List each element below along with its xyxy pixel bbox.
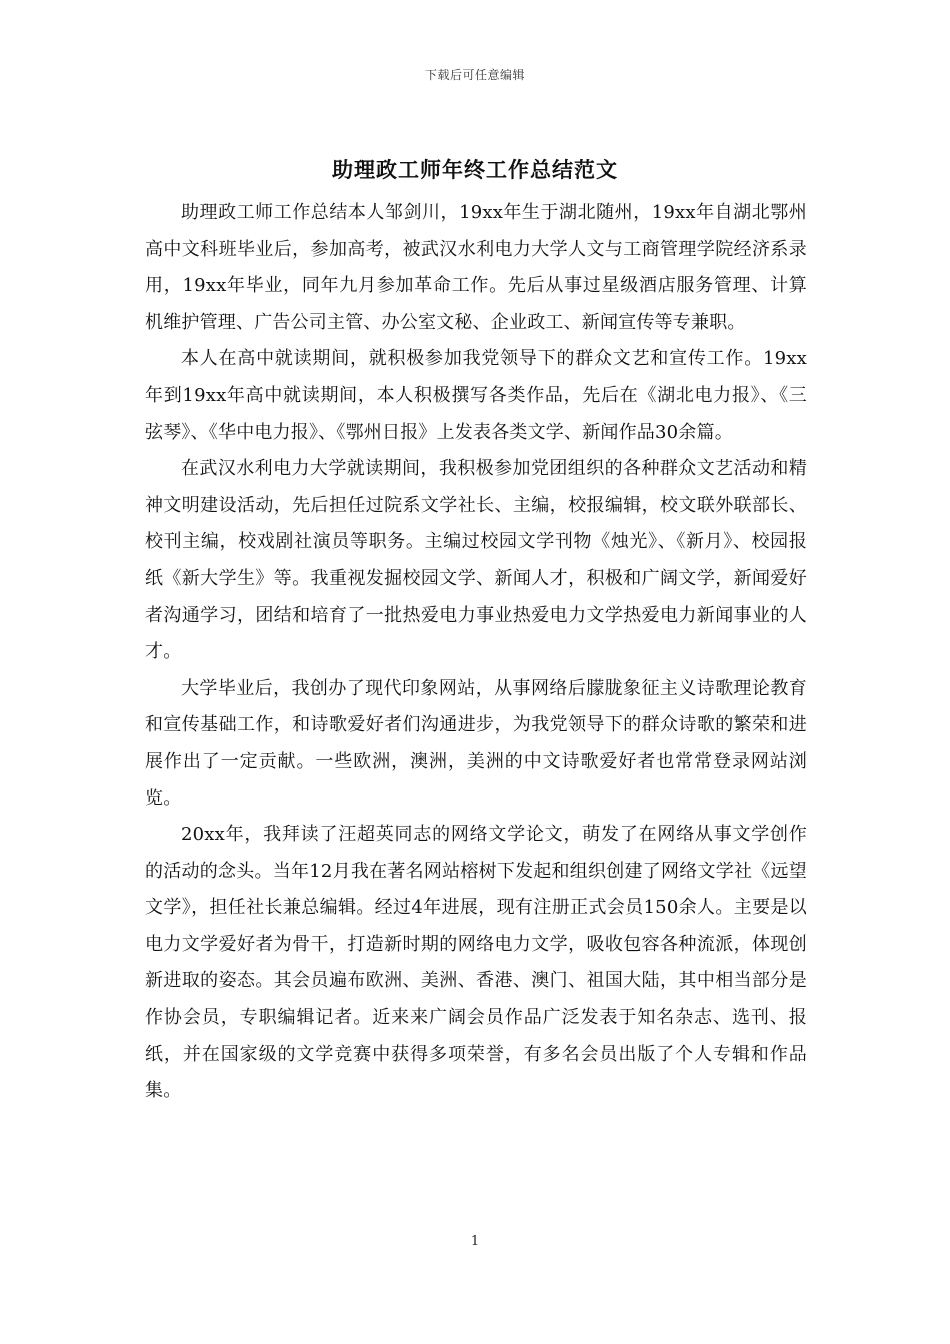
document-title: 助理政工师年终工作总结范文 [332,158,618,182]
document-body [145,195,807,1110]
page-number: 1 [470,1234,480,1249]
paragraph: 助理政工师工作总结本人邹剑川，19xx年生于湖北随州，19xx年自湖北鄂州高中文科班毕业后，参加高考，被武汉水利电力大学人文与工商管理学院经济系录用，19xx年毕业，同年九月参加革命工作。先后从事过星级酒店服务管理、计算机维护管理、广告公司主管、办公室文秘、企业政工、新闻宣传等专兼职。 [145,202,807,333]
header-note: 下载后可任意编辑 [424,68,525,82]
paragraph: 本人在高中就读期间，就积极参加我党领导下的群众文艺和宣传工作。19xx年到19xx年高中就读期间，本人积极撰写各类作品，先后在《湖北电力报》、《三弦琴》、《华中电力报》、《鄂州日报》上发表各类文学、新闻作品30余篇。 [145,348,807,443]
paragraph: 大学毕业后，我创办了现代印象网站，从事网络后朦胧象征主义诗歌理论教育和宣传基础工作，和诗歌爱好者们沟通进步，为我党领导下的群众诗歌的繁荣和进展作出了一定贡献。一些欧洲，澳洲，美洲的中文诗歌爱好者也常常登录网站浏览。 [145,677,807,809]
paragraph: 在武汉水利电力大学就读期间，我积极参加党团组织的各种群众文艺活动和精神文明建设活动，先后担任过院系文学社长、主编，校报编辑，校文联外联部长、校刊主编，校戏剧社演员等职务。主编过校园文学刊物《烛光》、《新月》、校园报纸《新大学生》等。我重视发掘校园文学、新闻人才，积极和广阔文学，新闻爱好者沟通学习，团结和培育了一批热爱电力事业热爱电力文学热爱电力新闻事业的人才。 [145,458,807,663]
paragraph: 20xx年，我拜读了汪超英同志的网络文学论文，萌发了在网络从事文学创作的活动的念头。当年12月我在著名网站榕树下发起和组织创建了网络文学社《远望文学》，担任社长兼总编辑。经过4年进展，现有注册正式会员150余人。主要是以电力文学爱好者为骨干，打造新时期的网络电力文学，吸收包容各种流派，体现创新进取的姿态。其会员遍布欧洲、美洲、香港、澳门、祖国大陆，其中相当部分是作协会员，专职编辑记者。近来来广阔会员作品广泛发表于知名杂志、选刊、报纸，并在国家级的文学竞赛中获得多项荣誉，有多名会员出版了个人专辑和作品集。 [145,824,807,1102]
